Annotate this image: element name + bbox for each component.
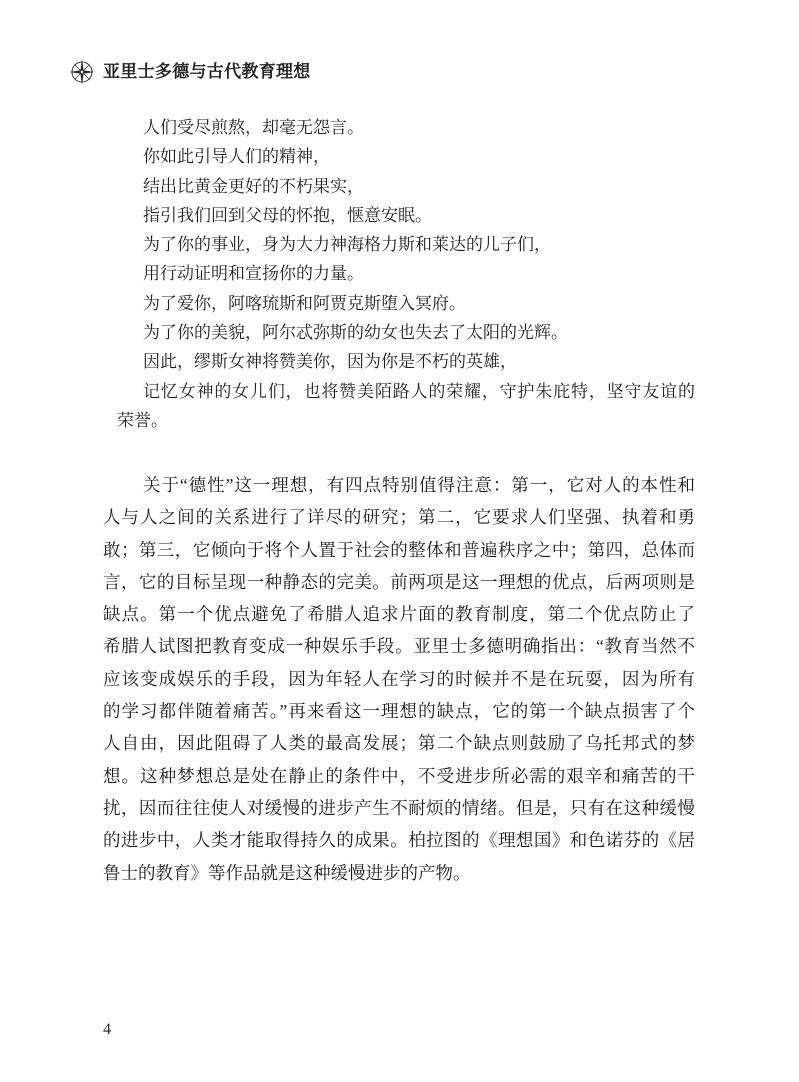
paragraph-line: 言，它的目标呈现一种静态的完美。前两项是这一理想的优点，后两项则是 xyxy=(103,571,695,592)
paragraph-line: 缺点。第一个优点避免了希腊人追求片面的教育制度，第二个优点防止了 xyxy=(103,604,695,625)
poem-stanza xyxy=(103,114,695,436)
paragraph-line: 扰，因而往往使人对缓慢的进步产生不耐烦的情绪。但是，只有在这种缓慢 xyxy=(103,797,695,818)
poem-line: 记忆女神的女儿们，也将赞美陌路人的荣耀，守护朱庇特，坚守友谊的 xyxy=(143,381,695,402)
body-paragraph xyxy=(103,469,695,889)
poem-line: 用行动证明和宣扬你的力量。 xyxy=(143,264,364,285)
page-number: 4 xyxy=(103,1021,111,1038)
poem-line: 因此，缪斯女神将赞美你，因为你是不朽的英雄， xyxy=(143,352,517,373)
paragraph-line: 人自由，因此阻碍了人类的最高发展；第二个缺点则鼓励了乌托邦式的梦 xyxy=(103,733,695,754)
paragraph-line: 希腊人试图把教育变成一种娱乐手段。亚里士多德明确指出：“教育当然不 xyxy=(103,636,695,657)
paragraph-line: 鲁士的教育》等作品就是这种缓慢进步的产物。 xyxy=(103,862,471,883)
poem-line: 你如此引导人们的精神， xyxy=(143,147,330,168)
poem-line: 为了你的美貌，阿尔忒弥斯的幼女也失去了太阳的光辉。 xyxy=(143,323,568,344)
paragraph-line: 应该变成娱乐的手段，因为年轻人在学习的时候并不是在玩耍，因为所有 xyxy=(103,668,695,689)
paragraph-line: 的进步中，人类才能取得持久的成果。柏拉图的《理想国》和色诺芬的《居 xyxy=(103,830,695,851)
compass-icon xyxy=(68,58,96,86)
paragraph-line: 想。这种梦想总是处在静止的条件中，不受进步所必需的艰辛和痛苦的干 xyxy=(103,765,695,786)
poem-line: 为了你的事业，身为大力神海格力斯和莱达的儿子们， xyxy=(143,235,551,256)
paragraph-line: 关于“德性”这一理想，有四点特别值得注意：第一，它对人的本性和 xyxy=(143,475,695,495)
poem-line: 结出比黄金更好的不朽果实， xyxy=(143,176,364,197)
poem-line: 为了爱你，阿喀琉斯和阿贾克斯堕入冥府。 xyxy=(143,293,466,314)
paragraph-line: 的学习都伴随着痛苦。”再来看这一理想的缺点，它的第一个缺点损害了个 xyxy=(103,701,695,722)
poem-line: 指引我们回到父母的怀抱，惬意安眠。 xyxy=(143,205,432,226)
paragraph-line: 人与人之间的关系进行了详尽的研究；第二，它要求人们坚强、执着和勇 xyxy=(103,507,695,528)
poem-line: 人们受尽煎熬，却毫无怨言。 xyxy=(143,118,364,138)
poem-line: 荣誉。 xyxy=(117,410,168,431)
paragraph-line: 敢；第三，它倾向于将个人置于社会的整体和普遍秩序之中；第四，总体而 xyxy=(103,539,695,560)
running-title: 亚里士多德与古代教育理想 xyxy=(103,62,311,81)
